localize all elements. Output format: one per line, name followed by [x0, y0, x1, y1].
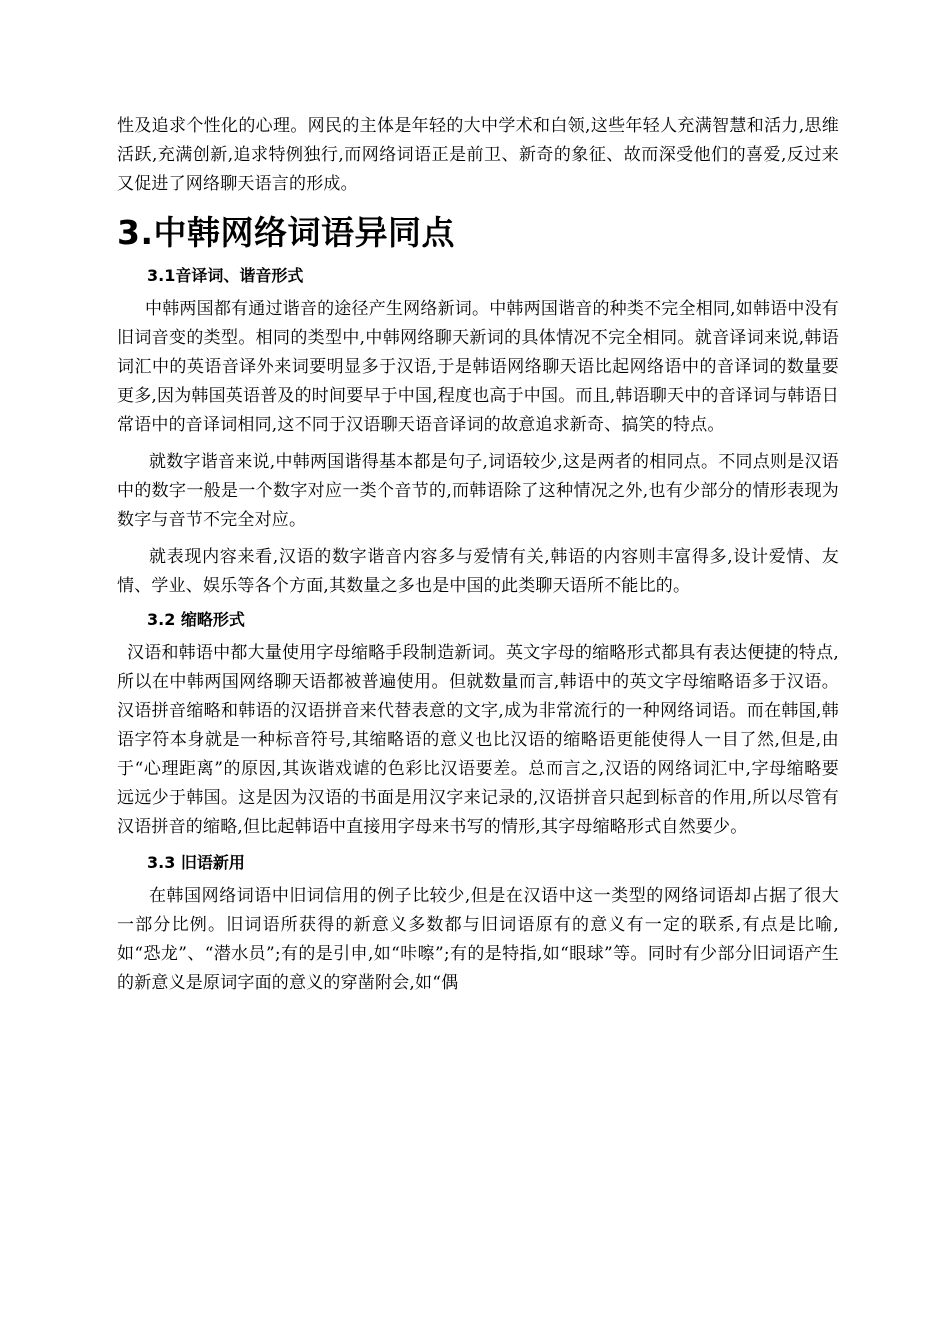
paragraph-old-words-new-use: 在韩国网络词语中旧词信用的例子比较少,但是在汉语中这一类型的网络词语却占据了很大一部分比例。旧词语所获得的新意义多数都与旧词语原有的意义有一定的联系,有点是比喻,如“恐龙”、“潜水员”;有的是引申,如“咔嚓”;有的是特指,如“眼球”等。同时有少部分旧词语产生的新意义是原词字面的意义的穿凿附会,如“偶 [117, 886, 839, 993]
paragraph-intro: 性及追求个性化的心理。网民的主体是年轻的大中学术和白领,这些年轻人充满智慧和活力,思维活跃,充满创新,追求特例独行,而网络词语正是前卫、新奇的象征、故而深受他们的喜爱,反过来又促进了网络聊天语言的形成。 [117, 116, 839, 194]
paragraph-content-comparison: 就表现内容来看,汉语的数字谐音内容多与爱情有关,韩语的内容则丰富得多,设计爱情、友情、学业、娱乐等各个方面,其数量之多也是中国的此类聊天语所不能比的。 [117, 547, 839, 596]
paragraph-number-homophone: 就数字谐音来说,中韩两国谐得基本都是句子,词语较少,这是两者的相同点。不同点则是汉语中的数字一般是一个数字对应一类个音节的,而韩语除了这种情况之外,也有少部分的情形表现为数字与音节不完全对应。 [117, 452, 839, 530]
paragraph-transliteration: 中韩两国都有通过谐音的途径产生网络新词。中韩两国谐音的种类不完全相同,如韩语中没有旧词音变的类型。相同的类型中,中韩网络聊天新词的具体情况不完全相同。就音译词来说,韩语词汇中的英语音译外来词要明显多于汉语,于是韩语网络聊天语比起网络语中的音译词的数量要更多,因为韩国英语普及的时间要早于中国,程度也高于中国。而且,韩语聊天中的音译词与韩语日常语中的音译词相同,这不同于汉语聊天语音译词的故意追求新奇、搞笑的特点。 [117, 299, 840, 435]
subsection-heading-3-3: 3.3 旧语新用 [147, 853, 245, 872]
paragraph-abbreviation: 汉语和韩语中都大量使用字母缩略手段制造新词。英文字母的缩略形式都具有表达便捷的特点,所以在中韩两国网络聊天语都被普遍使用。但就数量而言,韩语中的英文字母缩略语多于汉语。汉语拼音缩略和韩语的汉语拼音来代替表意的文字,成为非常流行的一种网络词语。而在韩国,韩语字符本身就是一种标音符号,其缩略语的意义也比汉语的缩略语更能使得人一目了然,但是,由于“心理距离”的原因,其诙谐戏谑的色彩比汉语要差。总而言之,汉语的网络词汇中,字母缩略要远远少于韩国。这是因为汉语的书面是用汉字来记录的,汉语拼音只起到标音的作用,所以尽管有汉语拼音的缩略,但比起韩语中直接用字母来书写的情形,其字母缩略形式自然要少。 [117, 643, 839, 837]
subsection-heading-3-1: 3.1音译词、谐音形式 [147, 266, 304, 285]
subsection-heading-3-2: 3.2 缩略形式 [147, 610, 245, 629]
section-heading-3: 3.中韩网络词语异同点 [117, 213, 455, 252]
document-page [117, 112, 839, 998]
